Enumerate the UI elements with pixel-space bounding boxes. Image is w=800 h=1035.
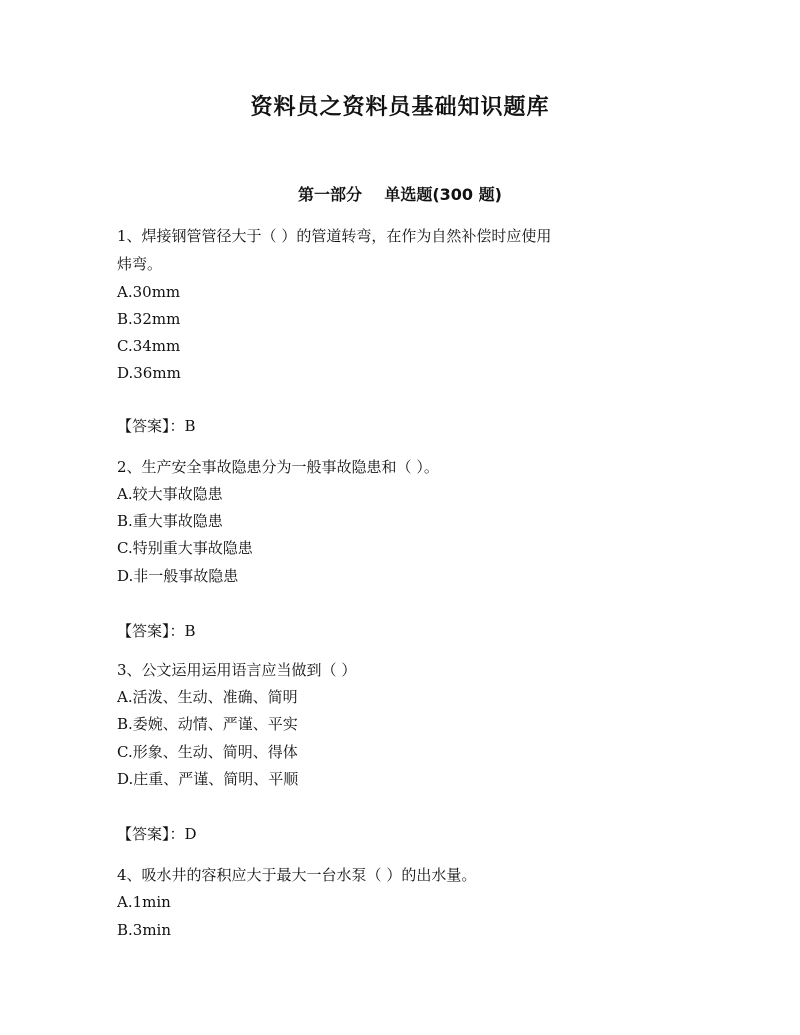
question-4-stem: 4、吸水井的容积应大于最大一台水泵（ ）的出水量。 — [117, 866, 477, 884]
question-1-option-b: B.32mm — [117, 310, 181, 328]
question-3-answer: 【答案】：D — [117, 825, 197, 843]
question-2-stem: 2、生产安全事故隐患分为一般事故隐患和（ ）。 — [117, 458, 439, 476]
question-1-stem: 1、焊接钢管管径大于（ ）的管道转弯，在作为自然补偿时应使用 — [117, 227, 552, 245]
question-1-answer: 【答案】：B — [117, 417, 196, 435]
question-2-option-d: D.非一般事故隐患 — [117, 567, 239, 585]
question-2-option-a: A.较大事故隐患 — [117, 485, 223, 503]
question-1-option-d: D.36mm — [117, 364, 181, 382]
question-3-option-c: C.形象、生动、简明、得体 — [117, 743, 298, 761]
question-3-option-a: A.活泼、生动、准确、简明 — [117, 688, 298, 706]
section-title: 第一部分 单选题(300 题) — [298, 185, 502, 204]
question-3-option-d: D.庄重、严谨、简明、平顺 — [117, 770, 299, 788]
question-3-stem: 3、公文运用运用语言应当做到（ ） — [117, 661, 357, 679]
question-2-answer: 【答案】：B — [117, 622, 196, 640]
document-title: 资料员之资料员基础知识题库 — [250, 95, 550, 120]
question-1-option-a: A.30mm — [117, 283, 181, 301]
question-4-option-b: B.3min — [117, 921, 172, 939]
question-2-option-b: B.重大事故隐患 — [117, 512, 223, 530]
question-3-option-b: B.委婉、动情、严谨、平实 — [117, 715, 298, 733]
question-4-option-a: A.1min — [117, 893, 171, 911]
question-1-option-c: C.34mm — [117, 337, 181, 355]
question-1-stem-cont: 炜弯。 — [117, 255, 163, 273]
question-2-option-c: C.特别重大事故隐患 — [117, 539, 253, 557]
